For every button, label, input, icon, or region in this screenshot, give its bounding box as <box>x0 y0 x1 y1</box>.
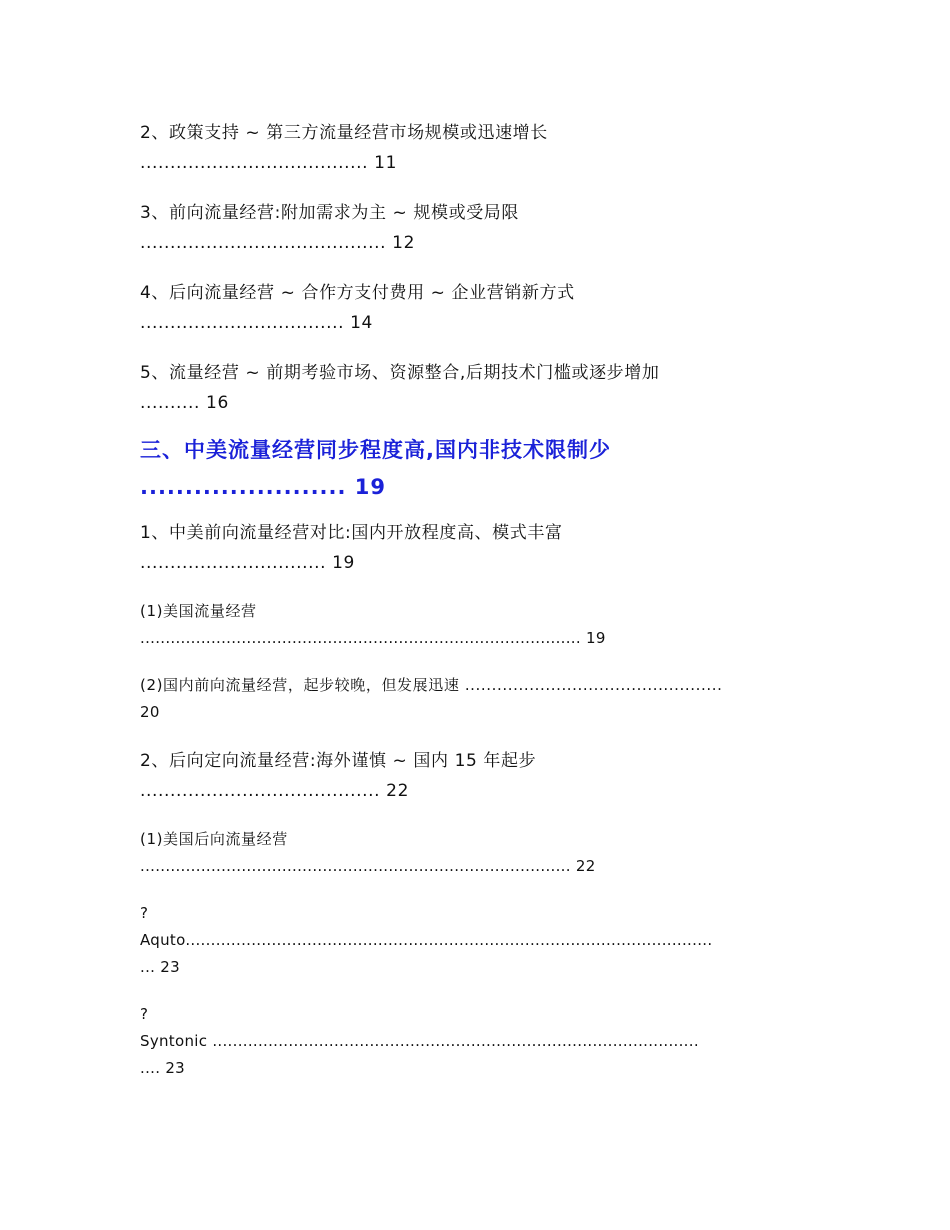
toc-section-page: ....................... 19 <box>140 475 387 499</box>
toc-entry-title: 3、前向流量经营:附加需求为主 ~ 规模或受局限 <box>140 203 519 223</box>
toc-subentry[interactable] <box>140 900 810 981</box>
toc-entry[interactable] <box>140 198 810 258</box>
toc-entry[interactable] <box>140 118 810 178</box>
toc-entry-page: ...................................... 11 <box>140 153 397 173</box>
toc-subentry-page: .... 23 <box>140 1059 186 1077</box>
toc-subentry-title: Aquto........................................................................................................ <box>140 931 713 949</box>
toc-subentry-page: ..................................................................................... 22 <box>140 857 596 875</box>
toc-subentry-bullet: ? <box>140 1005 149 1023</box>
toc-subentry-title: (1)美国流量经营 <box>140 602 257 620</box>
toc-entry-page: ............................... 19 <box>140 553 355 573</box>
table-of-contents <box>140 118 810 1102</box>
toc-entry-page: ......................................... 12 <box>140 233 415 253</box>
toc-subentry[interactable] <box>140 598 810 652</box>
toc-section-title: 三、中美流量经营同步程度高,国内非技术限制少 <box>140 438 611 462</box>
toc-entry[interactable] <box>140 358 810 418</box>
toc-subentry-page: ... 23 <box>140 958 180 976</box>
toc-entry-title: 1、中美前向流量经营对比:国内开放程度高、模式丰富 <box>140 523 563 543</box>
toc-entry-page: .......... 16 <box>140 393 229 413</box>
toc-subentry-title: (2)国内前向流量经营，起步较晚，但发展迅速 ................................................ <box>140 676 723 694</box>
toc-entry-title: 2、政策支持 ~ 第三方流量经营市场规模或迅速增长 <box>140 123 548 143</box>
toc-subentry[interactable] <box>140 672 810 726</box>
toc-subentry-bullet: ? <box>140 904 149 922</box>
toc-entry[interactable] <box>140 518 810 578</box>
toc-subentry[interactable] <box>140 826 810 880</box>
toc-entry[interactable] <box>140 278 810 338</box>
toc-subentry-title: Syntonic ................................................................................................ <box>140 1032 699 1050</box>
toc-subentry[interactable] <box>140 1001 810 1082</box>
toc-subentry-page: ....................................................................................... 19 <box>140 629 606 647</box>
toc-section-heading[interactable] <box>140 432 810 506</box>
toc-entry-title: 5、流量经营 ~ 前期考验市场、资源整合,后期技术门槛或逐步增加 <box>140 363 660 383</box>
toc-subentry-title: (1)美国后向流量经营 <box>140 830 288 848</box>
toc-entry-title: 4、后向流量经营 ~ 合作方支付费用 ~ 企业营销新方式 <box>140 283 575 303</box>
toc-entry[interactable] <box>140 746 810 806</box>
toc-entry-page: .................................. 14 <box>140 313 373 333</box>
toc-entry-page: ........................................ 22 <box>140 781 409 801</box>
toc-subentry-page: 20 <box>140 703 160 721</box>
toc-entry-title: 2、后向定向流量经营:海外谨慎 ~ 国内 15 年起步 <box>140 751 537 771</box>
